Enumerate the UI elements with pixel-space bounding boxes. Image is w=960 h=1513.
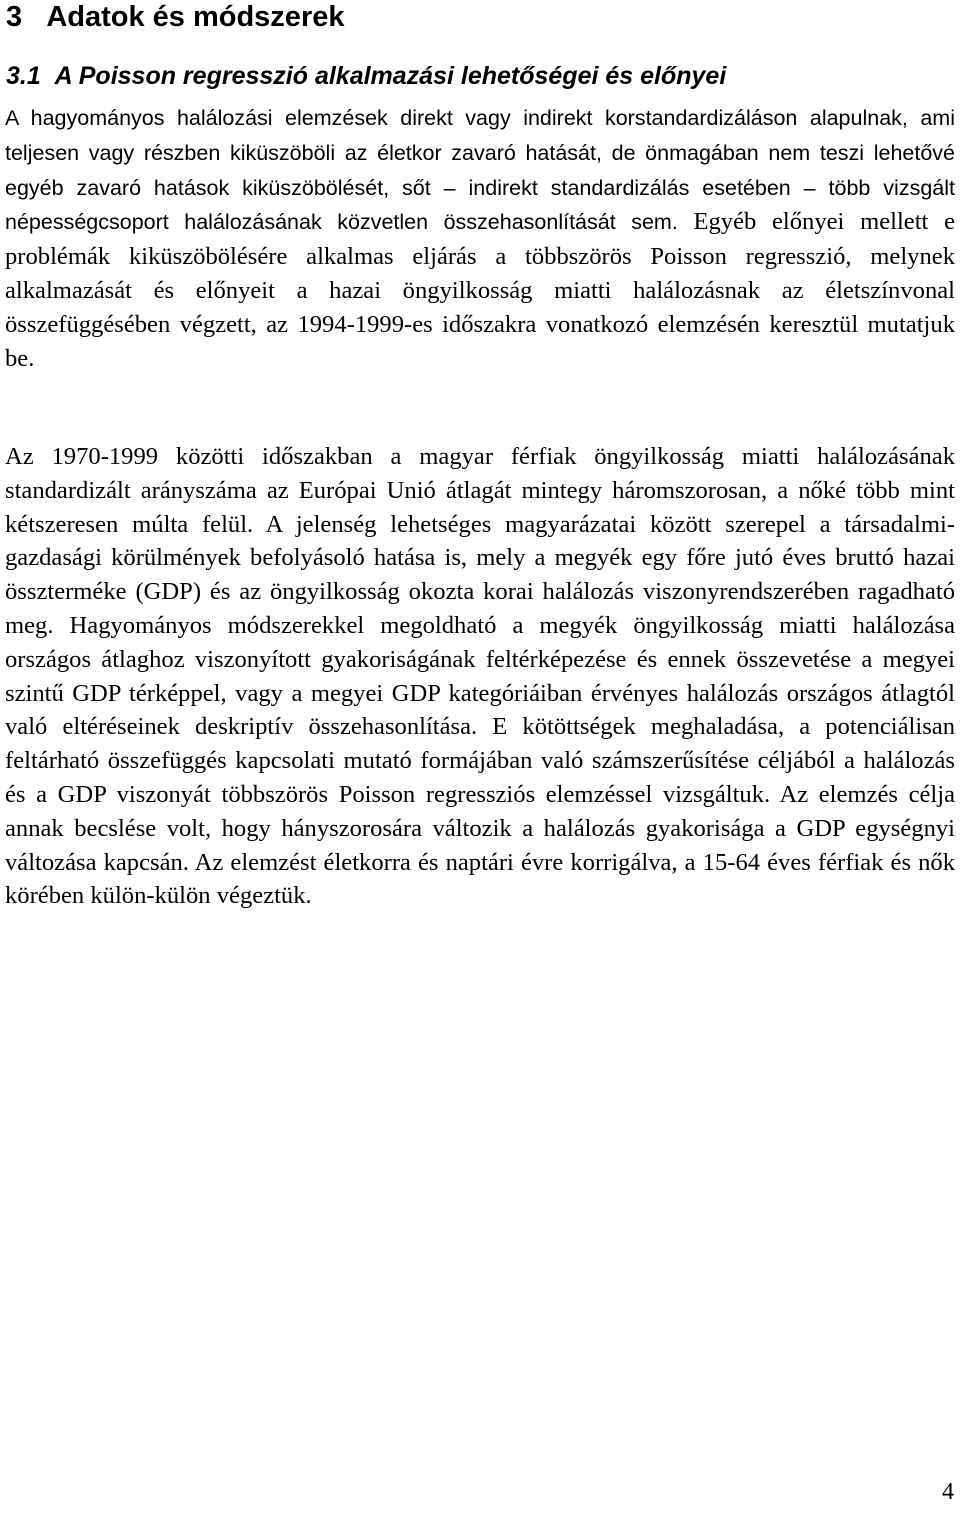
page-number: 4 bbox=[942, 1479, 954, 1505]
subsection-heading bbox=[6, 60, 726, 92]
section-heading bbox=[6, 0, 344, 34]
subsection-title: A Poisson regresszió alkalmazási lehetőségei és előnyei bbox=[54, 62, 727, 90]
paragraph-1-sans-part: A hagyományos halálozási elemzések direkt vagy indirekt korstandardizáláson alapulnak, ami teljesen vagy részben kiküszöböli az életkor zavaró hatását, de önmagában nem teszi lehetővé egyéb zavaró hatások kiküszöbölését, sőt – indirekt standardizálás esetében – több vizsgált népességcsoport halálozásának közvetlen összehasonlítását sem. bbox=[5, 106, 955, 235]
paragraph-2: Az 1970-1999 közötti időszakban a magyar férfiak öngyilkosság miatti halálozásának standardizált arányszáma az Európai Unió átlagát mintegy háromszorosan, a nőké több mint kétszeresen múlta felül. A jelenség lehetséges magyarázatai között szerepel a társadalmi-gazdasági körülmények befolyásoló hatása is, mely a megyék egy főre jutó éves bruttó hazai összterméke (GDP) és az öngyilkosság okozta korai halálozás viszonyrendszerében ragadható meg. Hagyományos módszerekkel megoldható a megyék öngyilkosság miatti halálozása országos átlaghoz viszonyított gyakoriságának feltérképezése és ennek összevetése a megyei szintű GDP térképpel, vagy a megyei GDP kategóriáiban érvényes halálozás országos átlagtól való eltéréseinek deskriptív összehasonlítása. E kötöttségek meghaladása, a potenciálisan feltárható összefüggés kapcsolati mutató formájában való számszerűsítése céljából a halálozás és a GDP viszonyát többszörös Poisson regressziós elemzéssel vizsgáltuk. Az elemzés célja annak becslése volt, hogy hányszorosára változik a halálozás gyakorisága a GDP egységnyi változása kapcsán. Az elemzést életkorra és naptári évre korrigálva, a 15-64 éves férfiak és nők körében külön-külön végeztük. bbox=[5, 443, 955, 910]
subsection-number: 3.1 bbox=[6, 62, 41, 90]
paragraph-1 bbox=[5, 101, 955, 375]
section-number: 3 bbox=[6, 1, 23, 33]
paragraph-1-serif-part: Egyéb előnyei mellett e problémák kiküszöbölésére alkalmas eljárás a többszörös Poisson regresszió, melynek alkalmazását és előnyeit a hazai öngyilkosság miatti halálozásnak az életszínvonal összefüggésében végzett, az 1994-1999-es időszakra vonatkozó elemzésén keresztül mutatjuk be. bbox=[5, 208, 955, 372]
section-title: Adatok és módszerek bbox=[46, 1, 345, 33]
